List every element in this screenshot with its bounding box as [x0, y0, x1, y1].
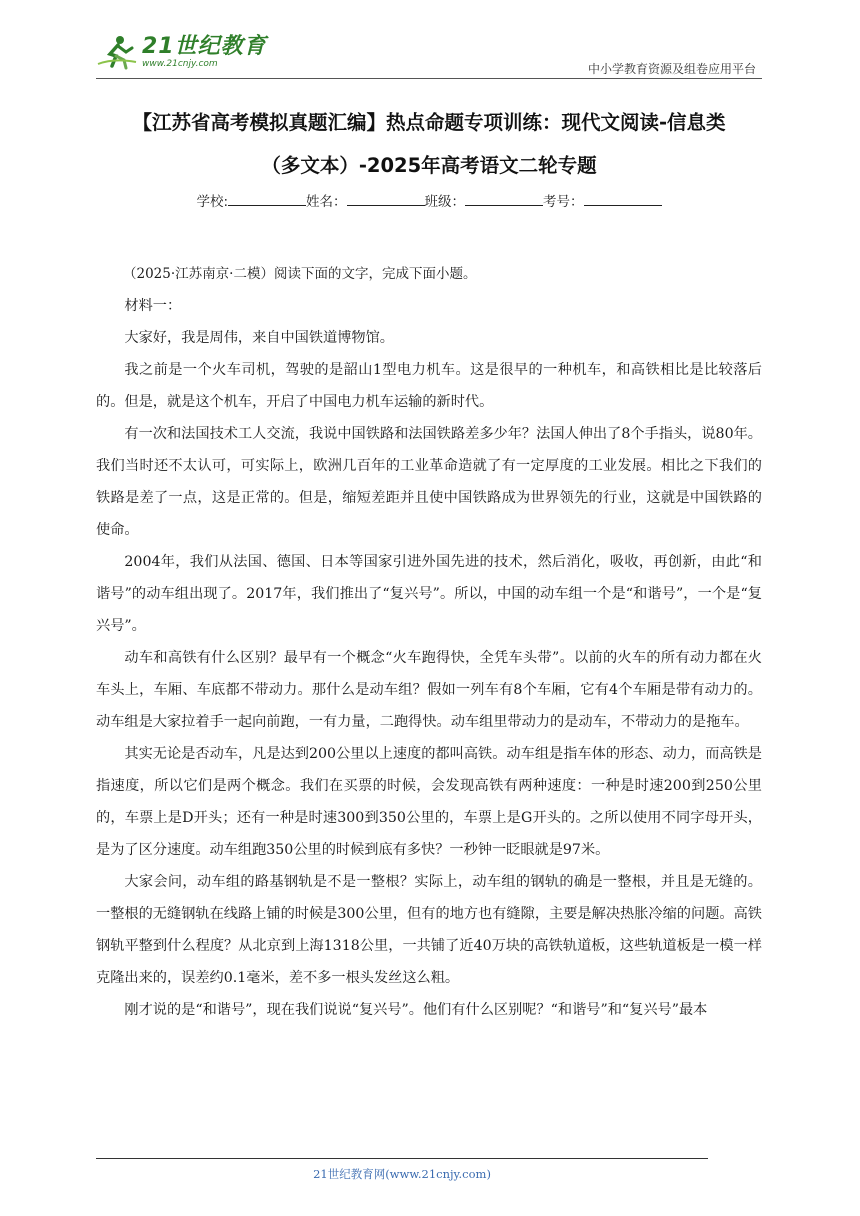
class-blank: [465, 193, 543, 206]
footer-divider: [96, 1158, 708, 1159]
student-info-line: [96, 190, 762, 210]
site-logo[interactable]: [96, 34, 267, 70]
footer-link[interactable]: 21世纪教育网(www.21cnjy.com): [313, 1167, 491, 1181]
school-label: 学校:: [196, 194, 229, 210]
passage-paragraph: 其实无论是否动车，凡是达到200公里以上速度的都叫高铁。动车组是指车体的形态、动力，而高铁是指速度，所以它们是两个概念。我们在买票的时候，会发现高铁有两种速度：一种是时速200到250公里的，车票上是D开头；还有一种是时速300到350公里的，车票上是G开头的。之所以使用不同字母开头，是为了区分速度。动车组跑350公里的时候到底有多快？一秒钟一眨眼就是97米。: [96, 746, 762, 858]
header-divider: [96, 78, 762, 79]
material-label: 材料一：: [124, 298, 182, 314]
passage-paragraph: 大家会问，动车组的路基钢轨是不是一整根？实际上，动车组的钢轨的确是一整根，并且是无缝的。一整根的无缝钢轨在线路上铺的时候是300公里，但有的地方也有缝隙，主要是解决热胀冷缩的问题。高铁钢轨平整到什么程度？从北京到上海1318公里，一共铺了近40万块的高铁轨道板，这些轨道板是一模一样克隆出来的，误差约0.1毫米，差不多一根头发丝这么粗。: [96, 874, 762, 986]
runner-icon: [96, 34, 138, 70]
page-header: [96, 30, 760, 80]
reading-passage: [96, 258, 762, 1026]
passage-paragraph: 大家好，我是周伟，来自中国铁道博物馆。: [124, 330, 394, 346]
name-label: 姓名：: [306, 194, 347, 210]
passage-paragraph: 刚才说的是“和谐号”，现在我们说说“复兴号”。他们有什么区别呢？“和谐号”和“复兴号”最本: [124, 1002, 708, 1018]
school-blank: [228, 193, 306, 206]
page-title-line-1: 【江苏省高考模拟真题汇编】热点命题专项训练：现代文阅读-信息类: [132, 111, 726, 134]
passage-paragraph: 我之前是一个火车司机，驾驶的是韶山1型电力机车。这是很早的一种机车，和高铁相比是比较落后的。但是，就是这个机车，开启了中国电力机车运输的新时代。: [96, 362, 762, 410]
passage-paragraph: 动车和高铁有什么区别？最早有一个概念“火车跑得快，全凭车头带”。以前的火车的所有动力都在火车头上，车厢、车底都不带动力。那什么是动车组？假如一列车有8个车厢，它有4个车厢是带有动力的。动车组是大家拉着手一起向前跑，一有力量，二跑得快。动车组里带动力的是动车，不带动力的是拖车。: [96, 650, 762, 730]
class-label: 班级：: [424, 194, 466, 210]
number-label: 考号：: [543, 194, 584, 210]
header-tagline: 中小学教育资源及组卷应用平台: [587, 62, 756, 76]
question-intro: （2025·江苏南京·二模）阅读下面的文字，完成下面小题。: [123, 266, 477, 282]
passage-paragraph: 2004年，我们从法国、德国、日本等国家引进外国先进的技术，然后消化，吸收，再创新，由此“和谐号”的动车组出现了。2017年，我们推出了“复兴号”。所以，中国的动车组一个是“和谐号”，一个是“复兴号”。: [96, 554, 762, 634]
name-blank: [347, 193, 425, 206]
number-blank: [584, 193, 662, 206]
page-title-line-2: （多文本）-2025年高考语文二轮专题: [261, 154, 597, 177]
passage-paragraph: 有一次和法国技术工人交流，我说中国铁路和法国铁路差多少年？法国人伸出了8个手指头，说80年。我们当时还不太认可，可实际上，欧洲几百年的工业革命造就了有一定厚度的工业发展。相比之下我们的铁路是差了一点，这是正常的。但是，缩短差距并且使中国铁路成为世界领先的行业，这就是中国铁路的使命。: [96, 426, 762, 538]
logo-url: www.21cnjy.com: [142, 59, 218, 69]
logo-title: 21世纪教育: [142, 34, 267, 59]
